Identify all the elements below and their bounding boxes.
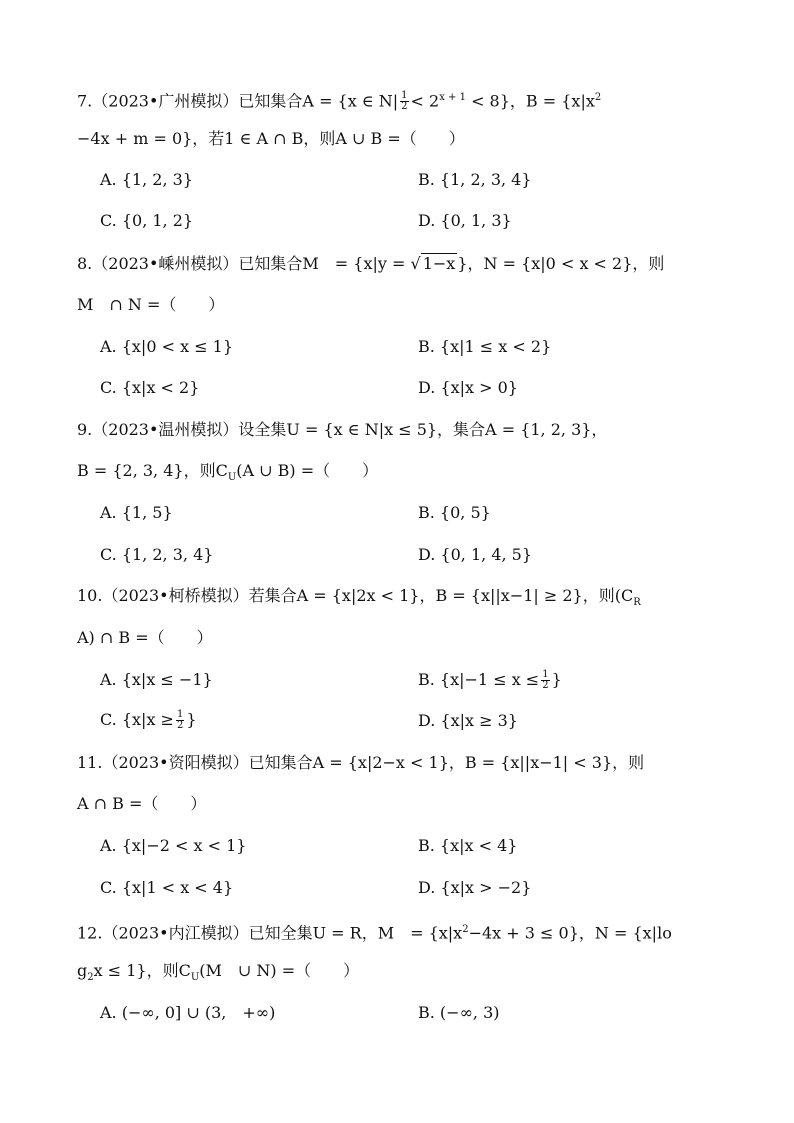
question-8-option-d[interactable]: D. {x|x > 0}: [418, 378, 518, 397]
question-11-line-1: 11.（2023•资阳模拟）已知集合A = {x|2−x < 1}，B = {x||x−1| < 3}，则: [77, 753, 645, 772]
question-11-option-b[interactable]: B. {x|x < 4}: [418, 836, 518, 855]
question-12-line-1: 12.（2023•内江模拟）已知全集U = R，M = $\{x|x^2-4x + 3 \le 0\}$，N = {x|lo: [77, 923, 672, 943]
question-7-line-1: 7.（2023•广州模拟）已知集合A = {x ∈ N| $\frac{1}{2}$ < $2^{x + 1} < 8$}，$B = \{x|x^2$: [77, 90, 602, 113]
question-10-line-1: 10.（2023•柯桥模拟）若集合A = {x|2x < 1}，B = {x||x−1| ≥ 2}，则($C_R$: [77, 586, 641, 609]
question-8-option-b[interactable]: B. {x|1 ≤ x < 2}: [418, 337, 552, 356]
question-10-option-d[interactable]: D. {x|x ≥ 3}: [418, 711, 518, 730]
question-7-option-d[interactable]: D. {0, 1, 3}: [418, 211, 512, 230]
question-7-option-a[interactable]: A. {1, 2, 3}: [100, 170, 193, 189]
question-7-line-2: −4x + m = 0}，若1 ∈ A ∩ B，则A ∪ B =（ ）: [77, 129, 465, 148]
question-10-option-b[interactable]: B. {x|−1 ≤ x ≤ $\frac{1}{2}$ }: [418, 669, 562, 691]
question-12-option-a[interactable]: A. (−∞, 0] ∪ (3, +∞): [100, 1003, 276, 1022]
question-8-option-c[interactable]: C. {x|x < 2}: [100, 378, 200, 397]
question-7-option-c[interactable]: C. {0, 1, 2}: [100, 211, 194, 230]
question-12-line-2: $g_2x \le 1$}，则$C_U(M$ ∪ N) =（ ）: [77, 961, 360, 984]
question-7-option-b[interactable]: B. {1, 2, 3, 4}: [418, 170, 532, 189]
question-9-option-a[interactable]: A. {1, 5}: [100, 503, 173, 522]
question-11-option-d[interactable]: D. {x|x > −2}: [418, 878, 532, 897]
fraction: $\frac{1}{2}$: [542, 669, 549, 691]
question-12-option-b[interactable]: B. (−∞, 3): [418, 1003, 500, 1022]
question-9-option-d[interactable]: D. {0, 1, 4, 5}: [418, 545, 533, 564]
question-11-line-2: A ∩ B =（ ）: [77, 794, 207, 813]
question-9-line-1: 9.（2023•温州模拟）设全集U = {x ∈ N|x ≤ 5}，集合A = {1, 2, 3}，: [77, 420, 608, 439]
sqrt-radicand: 1−x: [422, 254, 456, 273]
question-10-option-c[interactable]: C. {x|x ≥ $\frac{1}{2}$ }: [100, 709, 197, 731]
question-8-line-1: 8.（2023•嵊州模拟）已知集合M = {x|y = √ 1−x }，N = {x|0 < x < 2}，则: [77, 254, 665, 273]
question-8-option-a[interactable]: A. {x|0 < x ≤ 1}: [100, 337, 234, 356]
fraction: $\frac{1}{2}$: [401, 90, 408, 113]
question-9-line-2: B = {2, 3, 4}，则$C_U(A$ ∪ B) =（ ）: [77, 461, 379, 484]
question-10-option-a[interactable]: A. {x|x ≤ −1}: [100, 670, 213, 689]
question-9-option-b[interactable]: B. {0, 5}: [418, 503, 491, 522]
question-8-line-2: M ∩ N =（ ）: [77, 295, 225, 314]
question-10-line-2: A) ∩ B =（ ）: [77, 628, 213, 647]
question-9-option-c[interactable]: C. {1, 2, 3, 4}: [100, 545, 214, 564]
fraction: $\frac{1}{2}$: [176, 709, 184, 731]
question-11-option-a[interactable]: A. {x|−2 < x < 1}: [100, 836, 247, 855]
question-11-option-c[interactable]: C. {x|1 < x < 4}: [100, 878, 234, 897]
